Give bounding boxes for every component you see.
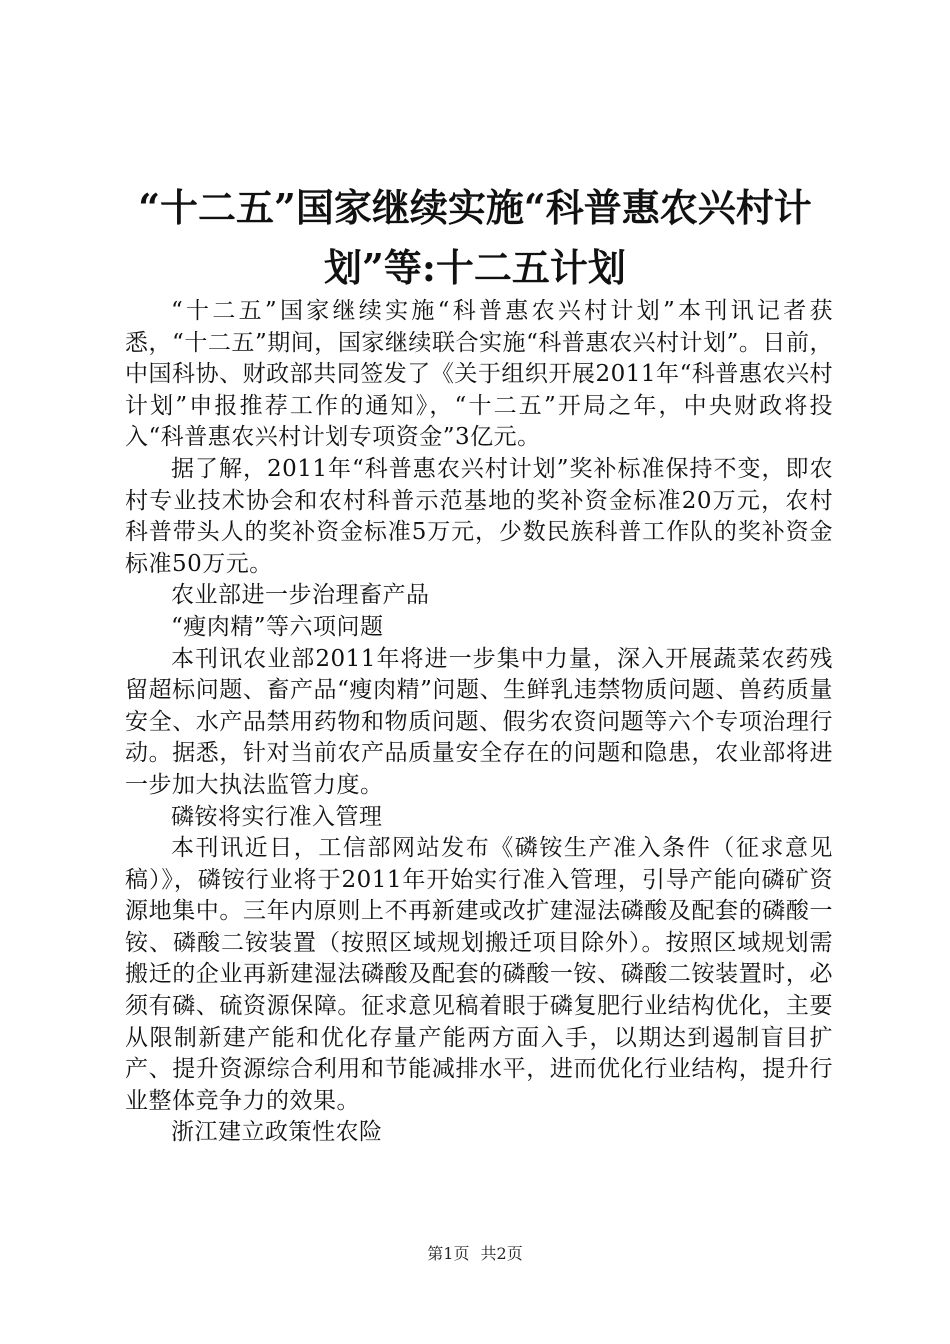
paragraph-intro: “十二五”国家继续实施“科普惠农兴村计划”本刊讯记者获悉，“十二五”期间，国家继续联合实施“科普惠农兴村计划”。日前，中国科协、财政部共同签发了《关于组织开展2011年“科普惠农兴村计划”申报推荐工作的通知》，“十二五”开局之年，中央财政将投入“科普惠农兴村计划专项资金”3亿元。 [125,298,833,451]
paragraph-phosphate: 本刊讯近日，工信部网站发布《磷铵生产准入条件（征求意见稿）》，磷铵行业将于2011年开始实行准入管理，引导产能向磷矿资源地集中。三年内原则上不再新建或改扩建湿法磷酸及配套的磷酸一铵、磷酸二铵装置（按照区域规划搬迁项目除外）。按照区域规划需搬迁的企业再新建湿法磷酸及配套的磷酸一铵、磷酸二铵装置时，必须有磷、硫资源保障。征求意见稿着眼于磷复肥行业结构优化，主要从限制新建产能和优化存量产能两方面入手，以期达到遏制盲目扩产、提升资源综合利用和节能减排水平，进而优化行业结构，提升行业整体竞争力的效果。 [125,835,833,1114]
section-heading-phosphate: 磷铵将实行准入管理 [171,803,383,830]
page-number: 第1页 [427,1244,470,1263]
page-footer [0,1244,950,1264]
section-heading-zhejiang: 浙江建立政策性农险 [171,1119,383,1146]
page-total: 共2页 [480,1244,523,1263]
document-title: “十二五”国家继续实施“科普惠农兴村计划”等:十二五计划 [138,185,812,290]
paragraph-livestock: 本刊讯农业部2011年将进一步集中力量，深入开展蔬菜农药残留超标问题、畜产品“瘦肉精”问题、生鲜乳违禁物质问题、兽药质量安全、水产品禁用药物和物质问题、假劣农资问题等六个专项治理行动。据悉，针对当前农产品质量安全存在的问题和隐患，农业部将进一步加大执法监管力度。 [125,645,833,798]
section-heading-livestock-line2: “瘦肉精”等六项问题 [171,613,384,640]
paragraph-standards: 据了解，2011年“科普惠农兴村计划”奖补标准保持不变，即农村专业技术协会和农村科普示范基地的奖补资金标准20万元，农村科普带头人的奖补资金标准5万元，少数民族科普工作队的奖补资金标准50万元。 [125,455,833,577]
document-body [125,296,833,1149]
section-heading-livestock-line1: 农业部进一步治理畜产品 [171,582,430,609]
